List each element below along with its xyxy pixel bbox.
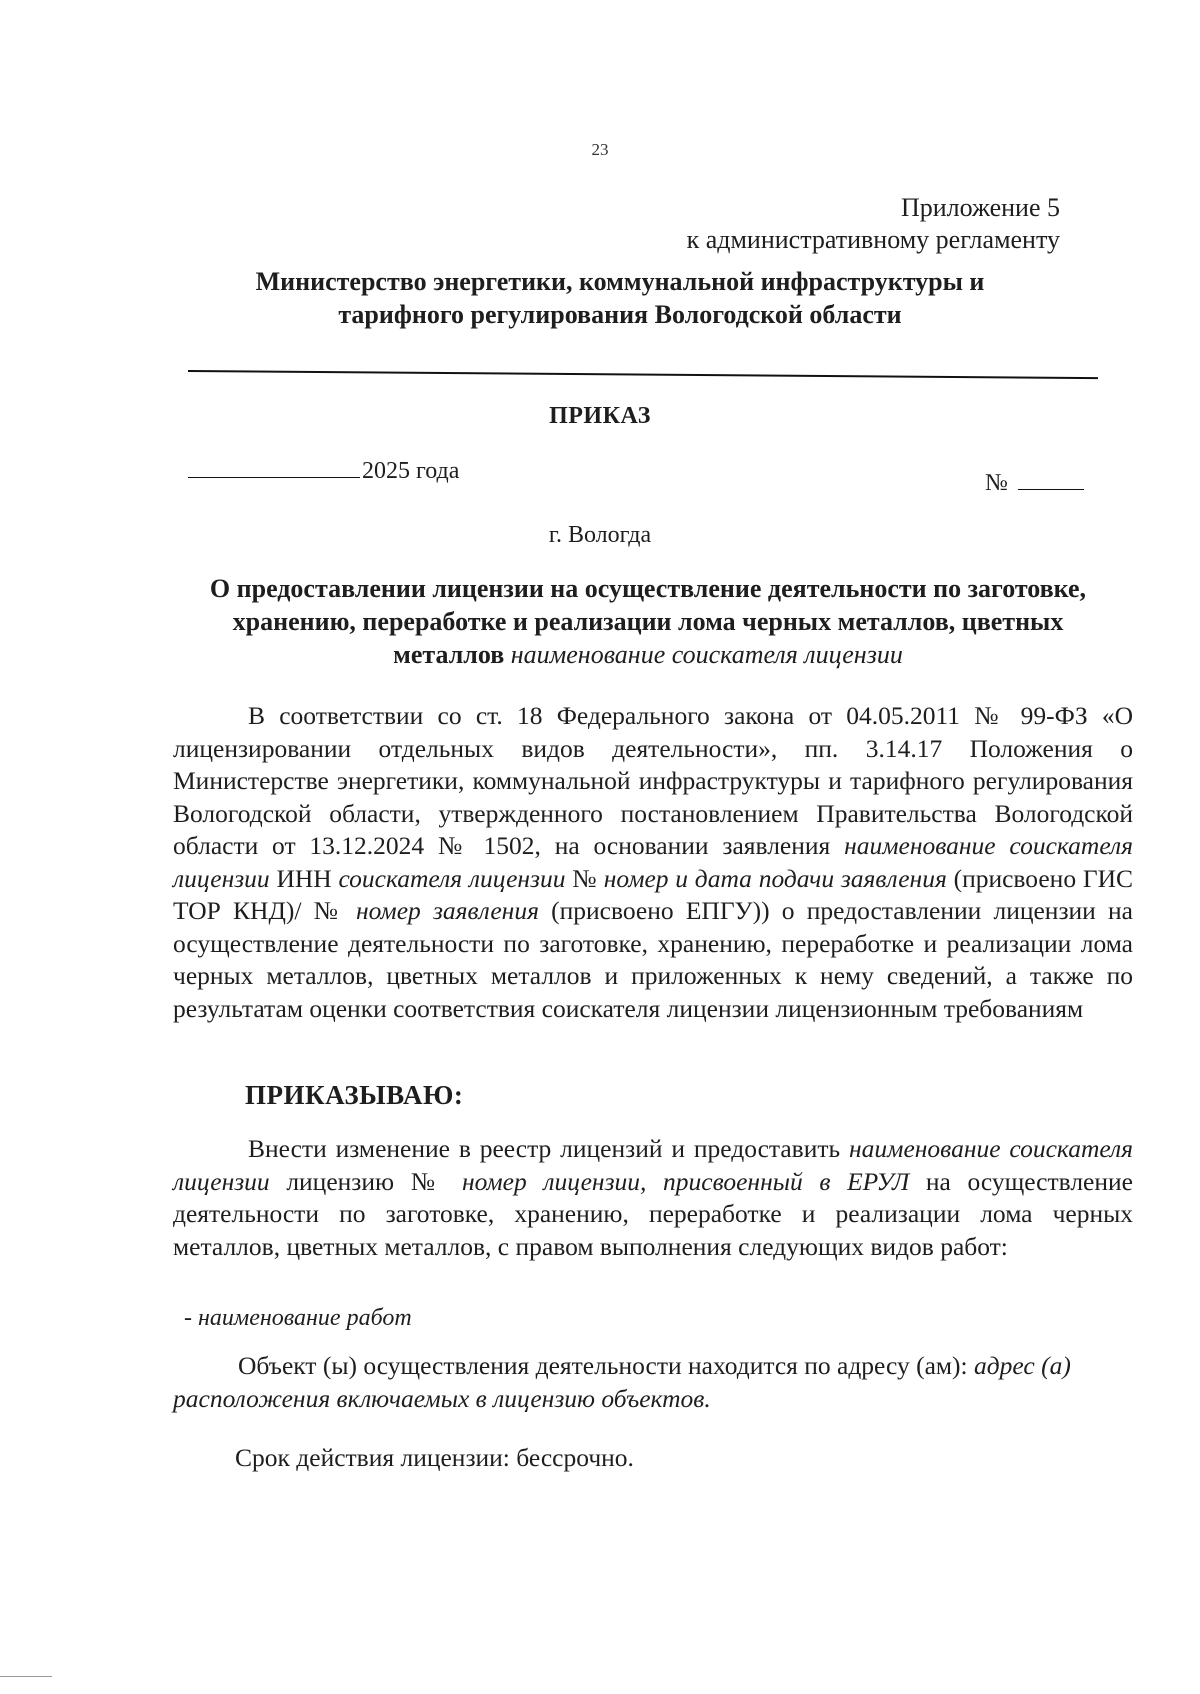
works-list-item: - наименование работ: [184, 1305, 412, 1331]
order-verb: ПРИКАЗЫВАЮ:: [245, 1080, 464, 1110]
basis-text-2: ИНН: [276, 863, 332, 893]
basis-text-3: №: [572, 863, 597, 893]
appendix-line-2: к административному регламенту: [686, 225, 1060, 254]
number-sign: №: [985, 470, 1008, 496]
basis-application-placeholder: номер и дата подачи заявления: [603, 863, 947, 893]
decision-paragraph: [173, 1133, 1133, 1263]
appendix-note: [687, 192, 1060, 256]
decision-text-2: лицензию №: [286, 1166, 446, 1196]
date-blank: [188, 477, 360, 478]
subject-line-3: [188, 638, 1108, 671]
ministry-line-2: тарифного регулирования Вологодской области: [338, 300, 902, 329]
ministry-header: [170, 265, 1070, 331]
subject-line-2: хранению, переработке и реализации лома черных металлов, цветных: [232, 607, 1064, 636]
scan-edge-mark: [0, 1676, 52, 1677]
subject-line-1: О предоставлении лицензии на осуществление деятельности по заготовке,: [209, 574, 1087, 603]
objects-address-placeholder: адрес (а) расположения включаемых в лицензию объектов.: [173, 1351, 1071, 1413]
date-suffix: 2025 года: [362, 458, 460, 484]
header-divider: [188, 370, 1098, 379]
subject-bold-tail: металлов: [393, 640, 505, 669]
subject-applicant-placeholder: наименование соискателя лицензии: [510, 640, 903, 669]
basis-paragraph: [173, 700, 1133, 1025]
basis-text-5: (присвоено ЕПГУ)) о предоставлении лицензии на осуществление деятельности по заготовке, хранению, переработке и реализации лома черных металлов, цветных металлов и приложенных к нему сведений, а также по результатам оценки соответствия соискателя лицензии лицензионным требованиям: [173, 896, 1133, 1023]
decision-license-number-placeholder: номер лицензии, присвоенный в ЕРУЛ: [461, 1166, 910, 1196]
license-validity: Срок действия лицензии: бессрочно.: [235, 1443, 634, 1472]
order-subject: [188, 572, 1108, 671]
decision-applicant-placeholder: наименование соискателя лицензии: [173, 1134, 1134, 1196]
decision-text-1: Внести изменение в реестр лицензий и предоставить: [248, 1134, 841, 1163]
objects-paragraph: [173, 1350, 1093, 1415]
basis-application-number-placeholder: номер заявления: [356, 896, 539, 925]
basis-text-4: (присвоено ГИС ТОР КНД)/ №: [173, 863, 1134, 925]
order-title: ПРИКАЗ: [549, 403, 651, 429]
basis-applicant-placeholder: наименование соискателя лицензии: [173, 831, 1134, 893]
order-number: [985, 470, 1084, 497]
decision-text-3: на осуществление деятельности по заготовке, хранению, переработке и реализации лома черных металлов, цветных металлов, с правом выполнения следующих видов работ:: [173, 1166, 1133, 1261]
basis-inn-placeholder: соискателя лицензии: [338, 863, 566, 893]
page-number: 23: [591, 140, 609, 159]
number-blank: [1018, 489, 1084, 490]
order-city: г. Вологда: [548, 522, 652, 548]
ministry-line-1: Министерство энергетики, коммунальной инфраструктуры и: [255, 267, 985, 296]
appendix-line-1: Приложение 5: [900, 193, 1060, 222]
order-date: [188, 458, 459, 485]
basis-text-1: В соответствии со ст. 18 Федерального закона от 04.05.2011 № 99-ФЗ «О лицензировании отдельных видов деятельности», пп. 3.14.17 Положения о Министерстве энергетики, коммунальной инфраструктуры и тарифного регулирования Вологодской области, утвержденного постановлением Правительства Вологодской области от 13.12.2024 № 1502, на основании заявления: [173, 701, 1133, 860]
objects-text: Объект (ы) осуществления деятельности находится по адресу (ам):: [238, 1351, 968, 1380]
